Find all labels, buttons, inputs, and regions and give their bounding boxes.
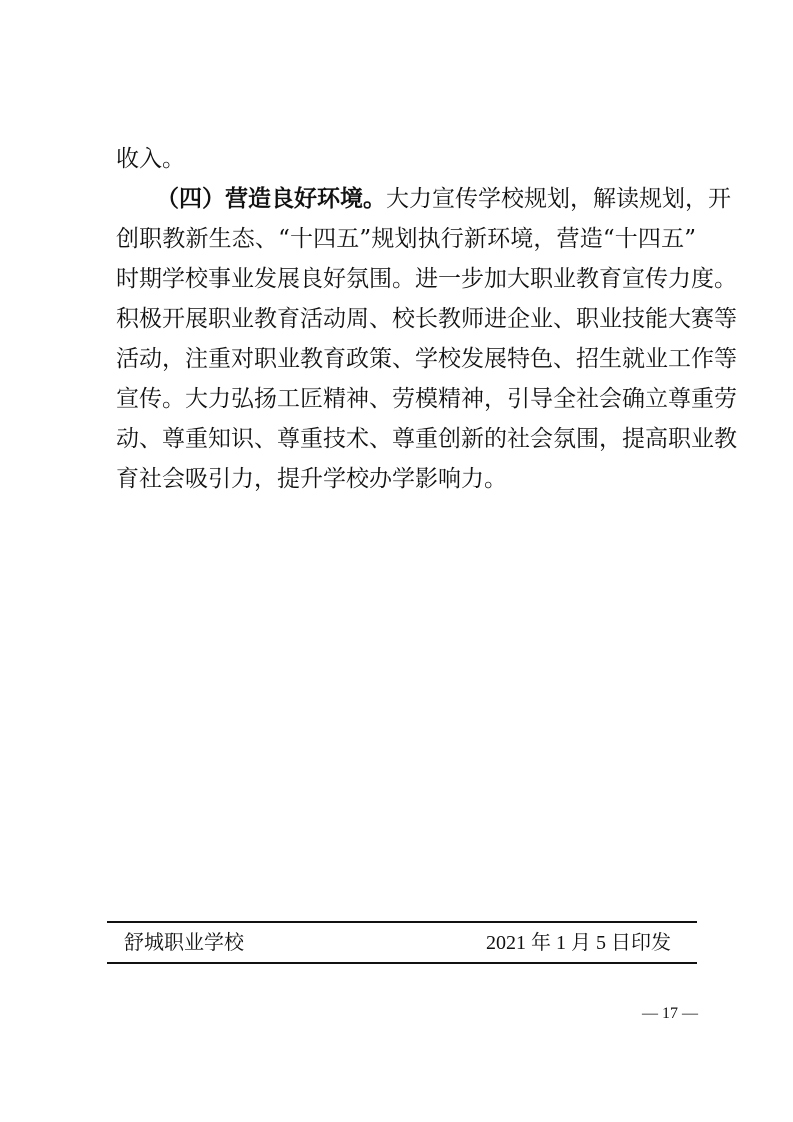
paragraph-line-0: 收入。 [116, 146, 185, 172]
footer-bottom-rule [107, 962, 697, 964]
paragraph-line-6: 宣传。大力弘扬工匠精神、劳模精神，引导全社会确立尊重劳 [116, 386, 737, 412]
paragraph-line-1 [156, 184, 731, 214]
footer-print-date: 2021 年 1 月 5 日印发 [486, 932, 671, 954]
paragraph-line-8: 育社会吸引力，提升学校办学影响力。 [116, 466, 507, 492]
paragraph-line-1-text: 大力宣传学校规划，解读规划，开 [386, 186, 731, 212]
paragraph-line-3: 时期学校事业发展良好氛围。进一步加大职业教育宣传力度。 [116, 266, 737, 292]
paragraph-line-4: 积极开展职业教育活动周、校长教师进企业、职业技能大赛等 [116, 306, 737, 332]
paragraph-line-7: 动、尊重知识、尊重技术、尊重创新的社会氛围，提高职业教 [116, 426, 737, 452]
page-number: — 17 — [642, 1005, 698, 1022]
footer-top-rule [107, 921, 697, 923]
section-heading: （四）营造良好环境。 [156, 186, 386, 212]
paragraph-line-5: 活动，注重对职业教育政策、学校发展特色、招生就业工作等 [116, 346, 737, 372]
footer-issuer: 舒城职业学校 [124, 932, 244, 954]
paragraph-line-2: 创职教新生态、“十四五”规划执行新环境，营造“十四五” [116, 226, 696, 252]
